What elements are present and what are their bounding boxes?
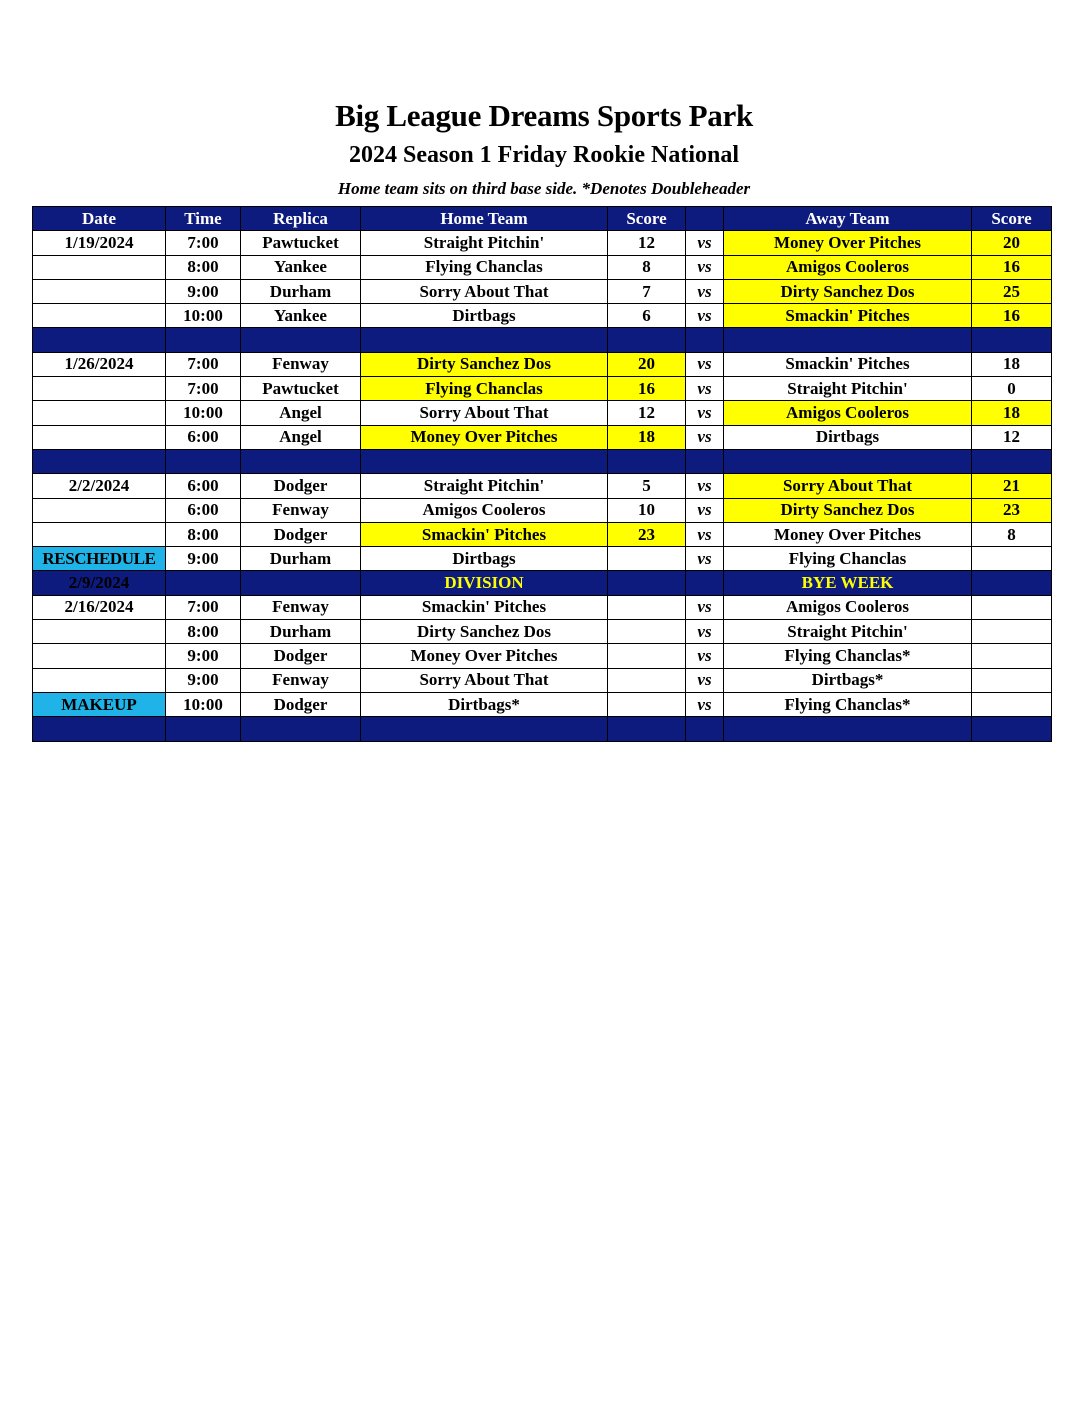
home-team-cell: Straight Pitchin' xyxy=(361,231,608,255)
away-team-cell: Amigos Cooleros xyxy=(724,595,972,619)
date-cell xyxy=(33,304,166,328)
vs-cell: vs xyxy=(686,547,724,571)
replica-cell: Dodger xyxy=(241,474,361,498)
home-team-cell: Dirty Sanchez Dos xyxy=(361,620,608,644)
home-score-cell xyxy=(608,595,686,619)
table-row xyxy=(33,498,1052,522)
away-team-cell: Dirtbags xyxy=(724,425,972,449)
table-row xyxy=(33,231,1052,255)
bye-week-label: BYE WEEK xyxy=(724,571,972,595)
vs-cell: vs xyxy=(686,377,724,401)
table-row xyxy=(33,595,1052,619)
away-team-cell: Flying Chanclas* xyxy=(724,692,972,716)
home-team-cell: Dirtbags xyxy=(361,547,608,571)
vs-cell: vs xyxy=(686,304,724,328)
replica-cell: Dodger xyxy=(241,692,361,716)
table-row xyxy=(33,668,1052,692)
home-team-cell: Amigos Cooleros xyxy=(361,498,608,522)
replica-cell: Dodger xyxy=(241,522,361,546)
home-score-cell: 12 xyxy=(608,401,686,425)
time-cell: 9:00 xyxy=(166,668,241,692)
replica-cell: Fenway xyxy=(241,498,361,522)
home-score-cell: 8 xyxy=(608,255,686,279)
date-cell xyxy=(33,255,166,279)
vs-cell: vs xyxy=(686,255,724,279)
home-team-cell: Smackin' Pitches xyxy=(361,522,608,546)
col-date-header: Date xyxy=(33,207,166,231)
away-team-cell: Straight Pitchin' xyxy=(724,620,972,644)
away-score-cell: 8 xyxy=(972,522,1052,546)
time-cell: 9:00 xyxy=(166,644,241,668)
away-team-cell: Dirtbags* xyxy=(724,668,972,692)
date-cell xyxy=(33,425,166,449)
table-row xyxy=(33,304,1052,328)
home-score-cell xyxy=(608,620,686,644)
time-cell: 9:00 xyxy=(166,279,241,303)
table-row xyxy=(33,692,1052,716)
col-vs-header xyxy=(686,207,724,231)
away-score-cell: 18 xyxy=(972,352,1052,376)
home-score-cell: 6 xyxy=(608,304,686,328)
time-cell: 6:00 xyxy=(166,425,241,449)
away-score-cell xyxy=(972,644,1052,668)
reschedule-label: RESCHEDULE xyxy=(33,547,166,571)
separator-row xyxy=(33,449,1052,473)
time-cell: 10:00 xyxy=(166,304,241,328)
col-away-team-header: Away Team xyxy=(724,207,972,231)
vs-cell: vs xyxy=(686,352,724,376)
bye-week-row xyxy=(33,571,1052,595)
vs-cell: vs xyxy=(686,498,724,522)
date-cell xyxy=(33,668,166,692)
vs-cell: vs xyxy=(686,474,724,498)
header-row xyxy=(33,207,1052,231)
away-team-cell: Smackin' Pitches xyxy=(724,352,972,376)
vs-cell: vs xyxy=(686,595,724,619)
replica-cell: Yankee xyxy=(241,255,361,279)
home-team-cell: Straight Pitchin' xyxy=(361,474,608,498)
time-cell: 6:00 xyxy=(166,474,241,498)
away-score-cell: 23 xyxy=(972,498,1052,522)
away-score-cell xyxy=(972,692,1052,716)
date-cell: 2/2/2024 xyxy=(33,474,166,498)
date-cell xyxy=(33,620,166,644)
table-row xyxy=(33,547,1052,571)
table-row xyxy=(33,255,1052,279)
page-title: Big League Dreams Sports Park xyxy=(335,98,753,133)
separator-row xyxy=(33,328,1052,352)
home-score-cell: 20 xyxy=(608,352,686,376)
home-team-cell: Dirtbags xyxy=(361,304,608,328)
page-subtitle: 2024 Season 1 Friday Rookie National xyxy=(348,142,740,168)
home-score-cell xyxy=(608,668,686,692)
date-cell xyxy=(33,377,166,401)
table-row xyxy=(33,425,1052,449)
home-score-cell: 12 xyxy=(608,231,686,255)
away-score-cell: 18 xyxy=(972,401,1052,425)
replica-cell: Durham xyxy=(241,620,361,644)
away-score-cell xyxy=(972,595,1052,619)
table-row xyxy=(33,377,1052,401)
table-row xyxy=(33,522,1052,546)
away-score-cell: 0 xyxy=(972,377,1052,401)
home-score-cell: 7 xyxy=(608,279,686,303)
time-cell: 7:00 xyxy=(166,352,241,376)
table-row xyxy=(33,279,1052,303)
date-cell xyxy=(33,401,166,425)
replica-cell: Angel xyxy=(241,425,361,449)
time-cell: 7:00 xyxy=(166,595,241,619)
makeup-label: MAKEUP xyxy=(33,692,166,716)
away-score-cell: 20 xyxy=(972,231,1052,255)
home-team-cell: Smackin' Pitches xyxy=(361,595,608,619)
table-row xyxy=(33,352,1052,376)
time-cell: 10:00 xyxy=(166,401,241,425)
vs-cell: vs xyxy=(686,401,724,425)
home-team-cell: Sorry About That xyxy=(361,401,608,425)
away-team-cell: Amigos Cooleros xyxy=(724,255,972,279)
replica-cell: Angel xyxy=(241,401,361,425)
replica-cell: Durham xyxy=(241,547,361,571)
replica-cell: Yankee xyxy=(241,304,361,328)
home-team-cell: Money Over Pitches xyxy=(361,425,608,449)
away-team-cell: Smackin' Pitches xyxy=(724,304,972,328)
home-score-cell xyxy=(608,547,686,571)
replica-cell: Fenway xyxy=(241,668,361,692)
away-score-cell: 16 xyxy=(972,255,1052,279)
date-cell: 2/16/2024 xyxy=(33,595,166,619)
away-score-cell: 16 xyxy=(972,304,1052,328)
replica-cell: Fenway xyxy=(241,352,361,376)
date-cell: 2/9/2024 xyxy=(33,571,166,595)
away-team-cell: Straight Pitchin' xyxy=(724,377,972,401)
date-cell: 1/19/2024 xyxy=(33,231,166,255)
date-cell xyxy=(33,522,166,546)
away-team-cell: Money Over Pitches xyxy=(724,522,972,546)
date-cell xyxy=(33,498,166,522)
away-score-cell: 21 xyxy=(972,474,1052,498)
time-cell: 8:00 xyxy=(166,620,241,644)
table-row xyxy=(33,644,1052,668)
away-team-cell: Sorry About That xyxy=(724,474,972,498)
home-team-cell: Money Over Pitches xyxy=(361,644,608,668)
vs-cell: vs xyxy=(686,620,724,644)
col-replica-header: Replica xyxy=(241,207,361,231)
vs-cell: vs xyxy=(686,668,724,692)
vs-cell: vs xyxy=(686,644,724,668)
time-cell: 7:00 xyxy=(166,377,241,401)
away-score-cell xyxy=(972,547,1052,571)
home-score-cell: 10 xyxy=(608,498,686,522)
home-team-cell: Dirty Sanchez Dos xyxy=(361,352,608,376)
division-label: DIVISION xyxy=(361,571,608,595)
away-score-cell: 25 xyxy=(972,279,1052,303)
vs-cell: vs xyxy=(686,425,724,449)
away-team-cell: Dirty Sanchez Dos xyxy=(724,498,972,522)
date-cell xyxy=(33,279,166,303)
away-team-cell: Money Over Pitches xyxy=(724,231,972,255)
home-score-cell xyxy=(608,692,686,716)
time-cell: 8:00 xyxy=(166,255,241,279)
home-score-cell: 5 xyxy=(608,474,686,498)
table-row xyxy=(33,401,1052,425)
col-time-header: Time xyxy=(166,207,241,231)
col-home-team-header: Home Team xyxy=(361,207,608,231)
home-team-cell: Sorry About That xyxy=(361,668,608,692)
separator-row xyxy=(33,717,1052,741)
away-team-cell: Flying Chanclas xyxy=(724,547,972,571)
col-home-score-header: Score xyxy=(608,207,686,231)
away-team-cell: Amigos Cooleros xyxy=(724,401,972,425)
time-cell: 9:00 xyxy=(166,547,241,571)
date-cell xyxy=(33,644,166,668)
vs-cell: vs xyxy=(686,522,724,546)
table-row xyxy=(33,620,1052,644)
replica-cell: Dodger xyxy=(241,644,361,668)
home-score-cell xyxy=(608,644,686,668)
date-cell: 1/26/2024 xyxy=(33,352,166,376)
away-team-cell: Dirty Sanchez Dos xyxy=(724,279,972,303)
away-score-cell: 12 xyxy=(972,425,1052,449)
replica-cell: Pawtucket xyxy=(241,377,361,401)
replica-cell: Durham xyxy=(241,279,361,303)
vs-cell: vs xyxy=(686,692,724,716)
schedule-table xyxy=(32,206,1052,742)
vs-cell: vs xyxy=(686,231,724,255)
away-score-cell xyxy=(972,668,1052,692)
col-away-score-header: Score xyxy=(972,207,1052,231)
table-row xyxy=(33,474,1052,498)
home-team-cell: Flying Chanclas xyxy=(361,377,608,401)
page-note: Home team sits on third base side. *Denotes Doubleheader xyxy=(337,179,751,198)
time-cell: 7:00 xyxy=(166,231,241,255)
vs-cell: vs xyxy=(686,279,724,303)
time-cell: 8:00 xyxy=(166,522,241,546)
away-score-cell xyxy=(972,620,1052,644)
home-team-cell: Flying Chanclas xyxy=(361,255,608,279)
home-team-cell: Dirtbags* xyxy=(361,692,608,716)
replica-cell: Pawtucket xyxy=(241,231,361,255)
time-cell: 10:00 xyxy=(166,692,241,716)
home-score-cell: 18 xyxy=(608,425,686,449)
home-score-cell: 16 xyxy=(608,377,686,401)
replica-cell: Fenway xyxy=(241,595,361,619)
home-team-cell: Sorry About That xyxy=(361,279,608,303)
home-score-cell: 23 xyxy=(608,522,686,546)
time-cell: 6:00 xyxy=(166,498,241,522)
away-team-cell: Flying Chanclas* xyxy=(724,644,972,668)
